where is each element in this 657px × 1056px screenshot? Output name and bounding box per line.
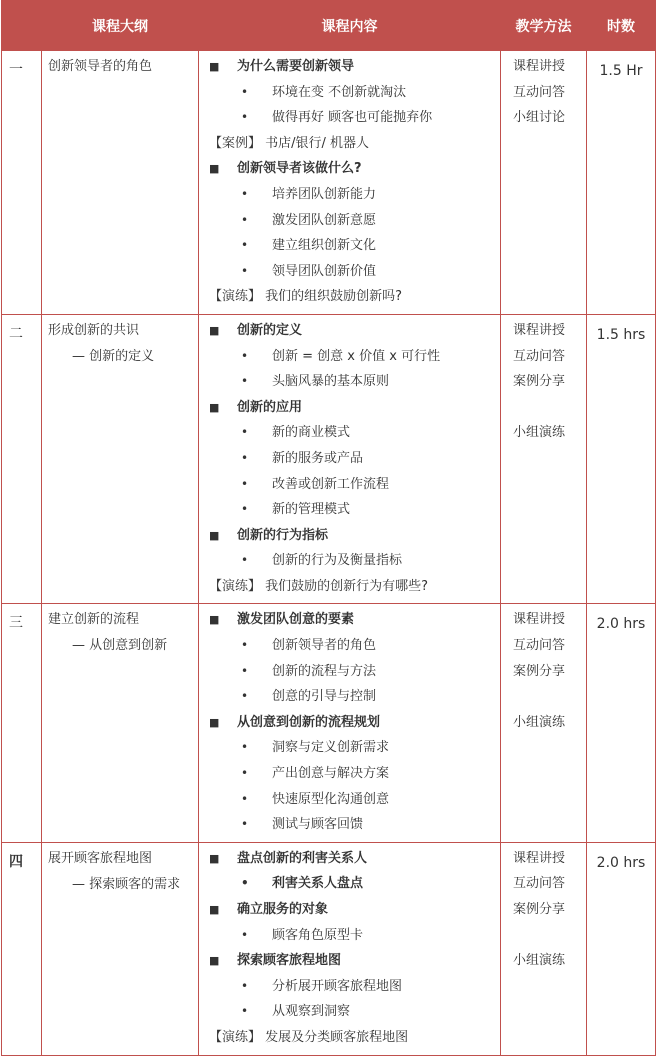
content-bullet <box>203 233 500 259</box>
hours-value: 2.0 hrs <box>596 616 646 633</box>
content-heading-text: 创新的应用 <box>237 399 303 415</box>
dot-bullet-icon: • <box>241 263 249 278</box>
method-item: 课程讲授 <box>513 59 566 74</box>
square-bullet-icon: ■ <box>209 954 220 968</box>
square-bullet-icon: ■ <box>209 851 220 865</box>
content-bullet-text: 创新领导者的角色 <box>272 638 377 654</box>
content-bullet-text: 快速原型化沟通创意 <box>272 791 390 807</box>
method-item: 案例分享 <box>513 374 566 390</box>
content-bullet <box>203 735 500 761</box>
method-cell <box>501 842 587 1055</box>
content-bullet <box>203 446 500 472</box>
content-bullet <box>203 659 500 685</box>
dot-bullet-icon: • <box>241 817 249 832</box>
outline-title: 形成创新的共识 <box>48 322 140 338</box>
dot-bullet-icon: • <box>241 476 249 491</box>
content-cell <box>199 604 501 842</box>
outline-title: 建立创新的流程 <box>48 612 140 628</box>
content-bullet-text: 改善或创新工作流程 <box>272 476 390 492</box>
outline-cell <box>42 314 199 604</box>
hours-cell <box>587 604 656 842</box>
content-bullet <box>203 259 500 285</box>
content-bullet <box>203 369 500 395</box>
header-num <box>2 1 42 51</box>
row-number: 二 <box>9 325 23 342</box>
content-bullet <box>203 182 500 208</box>
content-heading <box>203 318 500 344</box>
content-bullet <box>203 344 500 370</box>
outline-title: 创新领导者的角色 <box>48 59 153 74</box>
content-bullet <box>203 80 500 106</box>
content-heading-text: 为什么需要创新领导 <box>237 59 355 74</box>
row-number: 四 <box>9 853 23 870</box>
method-item: 互动问答 <box>513 84 566 100</box>
outline-subtitle: — 探索顾客的需求 <box>72 876 181 892</box>
square-bullet-icon: ■ <box>209 528 220 542</box>
outline-subtitle: — 创新的定义 <box>72 348 155 364</box>
row-number-cell <box>2 604 42 842</box>
table-row <box>2 51 656 315</box>
row-number-cell <box>2 51 42 315</box>
content-heading-text: 创新领导者该做什么? <box>237 161 362 177</box>
row-number: 一 <box>9 62 23 78</box>
content-note: 【演练】 我们的组织鼓励创新吗? <box>209 289 403 305</box>
content-bullet-text: 测试与顾客回馈 <box>272 817 364 833</box>
square-bullet-icon: ■ <box>209 715 220 729</box>
dot-bullet-icon: • <box>241 689 249 704</box>
content-bullet <box>203 787 500 813</box>
table-row <box>2 842 656 1055</box>
content-bullet <box>203 497 500 523</box>
content-heading <box>203 897 500 923</box>
content-bullet-text: 头脑风暴的基本原则 <box>272 374 390 390</box>
content-bullet <box>203 548 500 574</box>
dot-bullet-icon: • <box>241 502 249 517</box>
outline-cell <box>42 51 199 315</box>
method-item: 互动问答 <box>513 876 566 892</box>
content-bullet-text: 创新的行为及衡量指标 <box>272 553 403 569</box>
method-item <box>513 395 586 421</box>
hours-value: 2.0 hrs <box>596 854 646 871</box>
dot-bullet-icon: • <box>241 1004 249 1019</box>
content-bullet-text: 新的服务或产品 <box>272 450 364 466</box>
course-table <box>1 0 656 1056</box>
outline-cell <box>42 604 199 842</box>
method-item: 小组演练 <box>513 425 566 441</box>
square-bullet-icon: ■ <box>209 60 220 73</box>
content-bullet <box>203 923 500 949</box>
method-item: 课程讲授 <box>513 612 566 628</box>
content-bullet <box>203 420 500 446</box>
dot-bullet-icon: • <box>241 978 249 993</box>
content-bullet <box>203 633 500 659</box>
content-bullet-text: 洞察与定义创新需求 <box>272 740 390 756</box>
outline-cell <box>42 842 199 1055</box>
content-note: 【演练】 我们鼓励的创新行为有哪些? <box>209 578 429 594</box>
hours-cell <box>587 51 656 315</box>
content-heading-text: 创新的定义 <box>237 322 303 338</box>
content-note: 【演练】 发展及分类顾客旅程地图 <box>209 1029 409 1045</box>
content-heading <box>203 710 500 736</box>
method-item: 小组演练 <box>513 953 566 969</box>
method-item: 小组讨论 <box>513 110 566 126</box>
content-bullet-text: 产出创意与解决方案 <box>272 766 390 782</box>
content-bullet-text: 利害关系人盘点 <box>272 876 364 892</box>
content-bullet <box>203 871 500 897</box>
content-heading <box>203 948 500 974</box>
hours-value: 1.5 Hr <box>599 63 643 79</box>
table-header-row <box>2 1 656 51</box>
dot-bullet-icon: • <box>241 348 249 363</box>
square-bullet-icon: ■ <box>209 162 220 176</box>
method-item: 互动问答 <box>513 348 566 364</box>
content-bullet <box>203 812 500 838</box>
content-heading-text: 激发团队创意的要素 <box>237 612 355 628</box>
dot-bullet-icon: • <box>241 212 249 227</box>
content-bullet-text: 创意的引导与控制 <box>272 689 377 705</box>
hours-cell <box>587 842 656 1055</box>
content-bullet-text: 激发团队创新意愿 <box>272 212 377 228</box>
content-heading <box>203 54 500 80</box>
method-cell <box>501 604 587 842</box>
content-bullet-text: 创新的流程与方法 <box>272 663 377 679</box>
hours-cell <box>587 314 656 604</box>
dot-bullet-icon: • <box>241 766 249 781</box>
method-item <box>513 684 586 710</box>
dot-bullet-icon: • <box>241 110 249 125</box>
content-bullet <box>203 472 500 498</box>
dot-bullet-icon: • <box>241 740 249 755</box>
method-item: 课程讲授 <box>513 850 566 866</box>
square-bullet-icon: ■ <box>209 903 220 916</box>
outline-subtitle: — 从创意到创新 <box>72 638 168 654</box>
content-bullet-text: 新的商业模式 <box>272 425 351 441</box>
content-bullet-text: 环境在变 不创新就淘汰 <box>272 84 407 100</box>
dot-bullet-icon: • <box>241 638 249 653</box>
content-heading <box>203 607 500 633</box>
content-note: 【案例】 书店/银行/ 机器人 <box>209 135 370 151</box>
content-heading-text: 确立服务的对象 <box>237 902 329 917</box>
content-heading-text: 盘点创新的利害关系人 <box>237 850 368 866</box>
row-number: 三 <box>9 615 23 632</box>
header-outline: 课程大纲 <box>42 1 199 51</box>
dot-bullet-icon: • <box>241 791 249 806</box>
content-bullet-text: 从观察到洞察 <box>272 1004 351 1020</box>
square-bullet-icon: ■ <box>209 323 220 337</box>
content-heading <box>203 156 500 182</box>
dot-bullet-icon: • <box>241 238 249 253</box>
method-cell <box>501 314 587 604</box>
square-bullet-icon: ■ <box>209 400 220 414</box>
content-cell <box>199 51 501 315</box>
row-number-cell <box>2 842 42 1055</box>
content-bullet <box>203 974 500 1000</box>
method-item: 互动问答 <box>513 638 566 654</box>
dot-bullet-icon: • <box>241 84 249 99</box>
content-bullet <box>203 684 500 710</box>
table-row <box>2 604 656 842</box>
content-cell <box>199 314 501 604</box>
header-content: 课程内容 <box>199 1 501 51</box>
content-bullet-text: 分析展开顾客旅程地图 <box>272 978 403 994</box>
hours-value: 1.5 hrs <box>596 326 646 343</box>
dot-bullet-icon: • <box>241 553 249 568</box>
content-heading-text: 探索顾客旅程地图 <box>237 953 342 969</box>
square-bullet-icon: ■ <box>209 613 220 627</box>
dot-bullet-icon: • <box>241 927 249 942</box>
dot-bullet-icon: • <box>241 186 249 201</box>
content-heading-text: 从创意到创新的流程规划 <box>237 714 381 730</box>
dot-bullet-icon: • <box>241 663 249 678</box>
dot-bullet-icon: • <box>241 450 249 465</box>
method-item: 案例分享 <box>513 663 566 679</box>
content-bullet-text: 新的管理模式 <box>272 502 351 518</box>
method-item: 案例分享 <box>513 902 566 917</box>
method-cell <box>501 51 587 315</box>
content-bullet <box>203 105 500 131</box>
content-heading <box>203 846 500 872</box>
dot-bullet-icon: • <box>241 876 249 891</box>
content-bullet-text: 做得再好 顾客也可能抛弃你 <box>272 110 433 126</box>
header-hours: 时数 <box>587 1 656 51</box>
method-item: 课程讲授 <box>513 322 566 338</box>
content-heading <box>203 395 500 421</box>
dot-bullet-icon: • <box>241 374 249 389</box>
content-heading <box>203 523 500 549</box>
content-bullet-text: 领导团队创新价值 <box>272 263 377 279</box>
content-bullet-text: 顾客角色原型卡 <box>272 927 364 943</box>
dot-bullet-icon: • <box>241 425 249 440</box>
header-method: 教学方法 <box>501 1 587 51</box>
outline-title: 展开顾客旅程地图 <box>48 850 153 866</box>
method-item: 小组演练 <box>513 714 566 730</box>
table-row <box>2 314 656 604</box>
content-bullet-text: 建立组织创新文化 <box>272 238 377 254</box>
content-bullet-text: 创新 = 创意 x 价值 x 可行性 <box>272 348 441 364</box>
content-cell <box>199 842 501 1055</box>
content-heading-text: 创新的行为指标 <box>237 527 329 543</box>
content-bullet <box>203 761 500 787</box>
content-bullet <box>203 208 500 234</box>
method-item <box>513 923 586 949</box>
row-number-cell <box>2 314 42 604</box>
content-bullet <box>203 999 500 1025</box>
content-bullet-text: 培养团队创新能力 <box>272 186 377 202</box>
